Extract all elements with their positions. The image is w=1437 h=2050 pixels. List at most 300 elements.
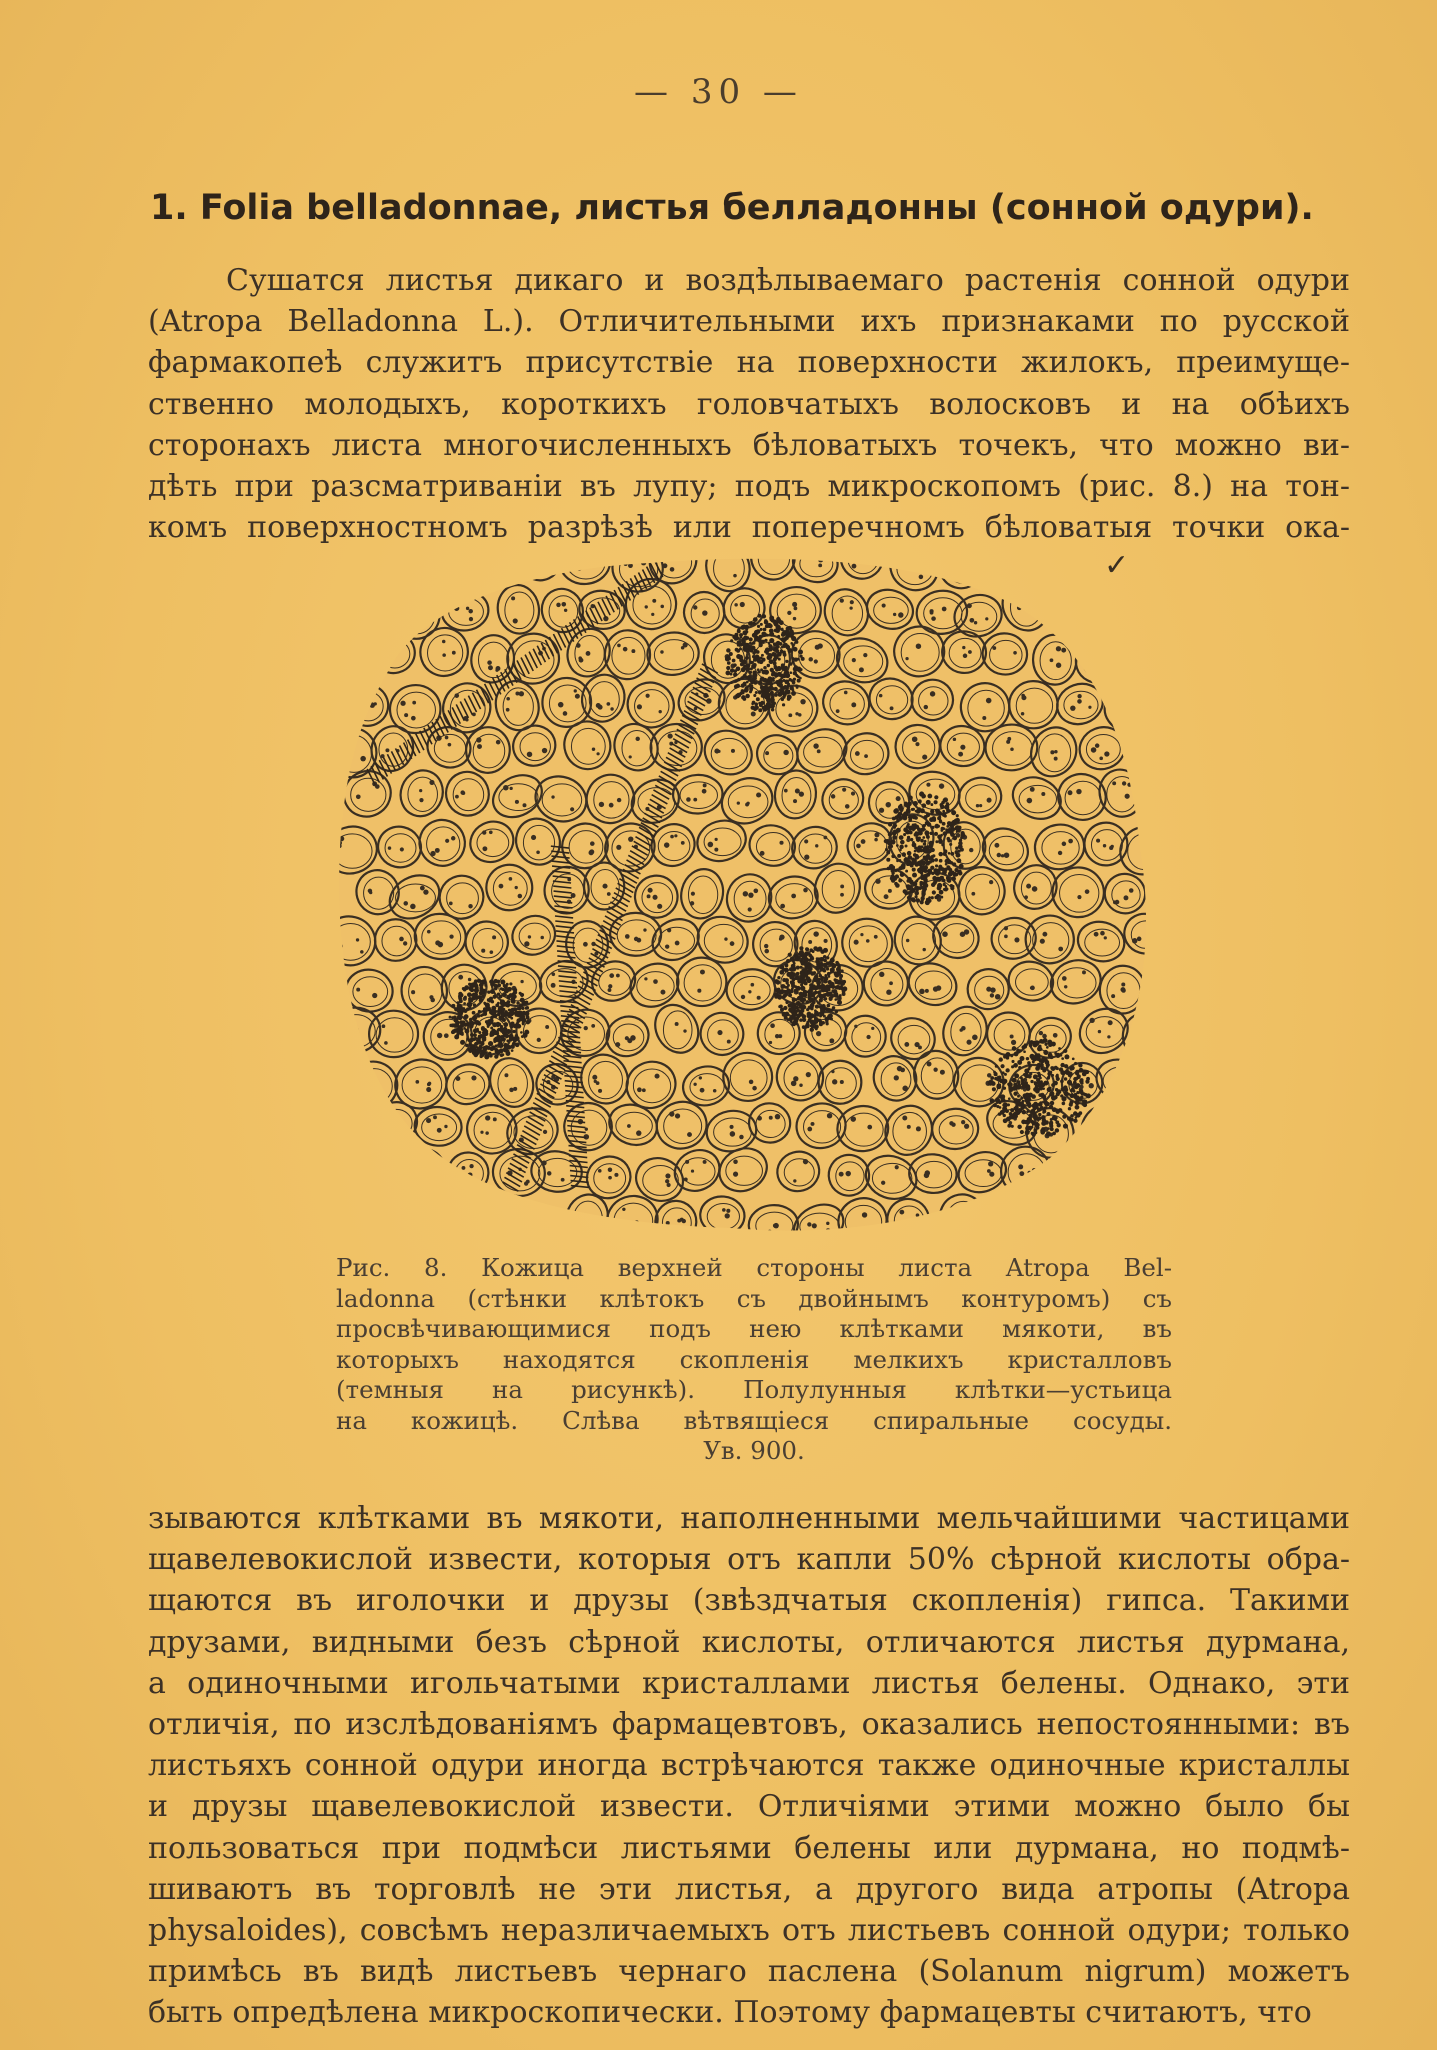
- cell-granule: [753, 888, 758, 893]
- cell-granule: [986, 698, 992, 704]
- crystal-cluster-dot: [796, 972, 800, 976]
- crystal-cluster-dot: [820, 977, 824, 981]
- cell-granule: [931, 616, 936, 621]
- crystal-cluster-dot: [922, 869, 925, 872]
- cell-granule: [737, 801, 740, 804]
- cell-granule: [1030, 986, 1033, 989]
- crystal-cluster-dot: [760, 668, 763, 671]
- crystal-cluster-dot: [908, 818, 912, 822]
- crystal-cluster-dot: [741, 689, 745, 693]
- crystal-cluster-dot: [462, 1007, 465, 1010]
- crystal-cluster-dot: [480, 988, 483, 991]
- cell-granule: [637, 1087, 642, 1092]
- crystal-cluster-dot: [943, 832, 946, 835]
- crystal-cluster-dot: [888, 832, 892, 836]
- crystal-cluster-dot: [500, 979, 505, 984]
- cell-granule: [552, 973, 556, 977]
- cell-granule: [769, 1041, 772, 1044]
- cell-granule: [1062, 842, 1067, 847]
- crystal-cluster-dot: [946, 825, 949, 828]
- cell-granule: [1042, 1034, 1047, 1039]
- crystal-cluster-dot: [505, 1011, 510, 1016]
- cell-inner-outline: [339, 641, 368, 676]
- cell-granule: [764, 949, 769, 954]
- crystal-cluster-dot: [493, 995, 496, 998]
- crystal-cluster-dot: [928, 860, 932, 864]
- cell-granule: [849, 606, 852, 609]
- crystal-cluster-dot: [941, 876, 944, 879]
- crystal-cluster-dot: [937, 886, 942, 891]
- crystal-cluster-dot: [494, 1048, 498, 1052]
- crystal-cluster-dot: [787, 683, 790, 686]
- cell-granule: [765, 751, 769, 755]
- cell-granule: [769, 1116, 773, 1120]
- crystal-cluster-dot: [930, 832, 933, 835]
- crystal-cluster-dot: [744, 665, 747, 668]
- cell-granule: [383, 653, 387, 657]
- crystal-cluster-dot: [470, 1021, 475, 1026]
- cell-granule: [419, 798, 423, 802]
- crystal-cluster-dot: [757, 668, 760, 671]
- crystal-cluster-dot: [1065, 1070, 1070, 1075]
- crystal-cluster-dot: [1008, 1082, 1013, 1087]
- cell-granule: [752, 1086, 757, 1091]
- crystal-cluster-dot: [761, 687, 766, 692]
- crystal-cluster-dot: [1013, 1114, 1018, 1119]
- crystal-cluster-dot: [769, 632, 774, 637]
- crystal-cluster-dot: [520, 1031, 523, 1034]
- crystal-cluster-dot: [753, 707, 757, 711]
- cell-granule: [1120, 1168, 1123, 1171]
- cell-granule: [625, 1036, 629, 1040]
- crystal-cluster-dot: [840, 981, 845, 986]
- cell-granule: [449, 1228, 454, 1233]
- cell-granule: [509, 1088, 513, 1092]
- crystal-cluster-dot: [934, 832, 938, 836]
- cell-granule: [1004, 852, 1010, 858]
- cell-granule: [807, 1222, 811, 1226]
- crystal-cluster-dot: [799, 966, 802, 969]
- crystal-cluster-dot: [777, 988, 781, 992]
- cell-granule: [907, 1125, 911, 1129]
- crystal-cluster-dot: [827, 988, 830, 991]
- cell-granule: [1085, 889, 1090, 894]
- cell-granule: [1167, 985, 1171, 989]
- crystal-cluster-dot: [990, 1076, 994, 1080]
- crystal-cluster-dot: [898, 879, 902, 883]
- crystal-cluster-dot: [525, 1011, 530, 1016]
- crystal-cluster-dot: [912, 843, 917, 848]
- crystal-cluster-dot: [834, 993, 839, 998]
- cell-granule: [577, 566, 581, 570]
- cell-granule: [1056, 646, 1061, 651]
- cell-granule: [748, 990, 751, 993]
- crystal-cluster-dot: [1007, 1124, 1011, 1128]
- crystal-cluster-dot: [789, 634, 792, 637]
- crystal-cluster-dot: [819, 962, 824, 967]
- crystal-cluster-dot: [959, 864, 964, 869]
- crystal-cluster-dot: [476, 1039, 479, 1042]
- cell-outline: [348, 1145, 409, 1206]
- cell-granule: [1176, 597, 1180, 602]
- crystal-cluster-dot: [741, 684, 745, 688]
- cell-granule: [675, 1113, 680, 1118]
- cell-granule: [444, 1125, 447, 1128]
- crystal-cluster-dot: [842, 992, 845, 995]
- cell-granule: [542, 748, 547, 753]
- crystal-cluster-dot: [940, 896, 943, 899]
- crystal-cluster-dot: [753, 618, 757, 622]
- cell-granule: [372, 993, 377, 998]
- crystal-cluster-dot: [1014, 1073, 1019, 1078]
- cell-granule: [394, 1117, 398, 1121]
- crystal-cluster-dot: [1005, 1052, 1010, 1057]
- crystal-cluster-dot: [502, 1030, 507, 1035]
- crystal-cluster-dot: [932, 854, 935, 857]
- cell-granule: [1063, 604, 1067, 608]
- crystal-cluster-dot: [782, 703, 785, 706]
- crystal-cluster-dot: [790, 642, 793, 645]
- crystal-cluster-dot: [811, 998, 814, 1001]
- crystal-cluster-dot: [794, 985, 797, 988]
- crystal-cluster-dot: [472, 1011, 476, 1015]
- cell-granule: [1173, 795, 1177, 799]
- cell-granule: [1068, 790, 1073, 795]
- cell-granule: [1092, 1136, 1097, 1141]
- crystal-cluster-dot: [1054, 1052, 1057, 1055]
- cell-granule: [374, 702, 377, 705]
- cell-granule: [462, 1166, 466, 1170]
- crystal-cluster-dot: [1072, 1057, 1075, 1060]
- crystal-cluster-dot: [449, 1016, 452, 1019]
- crystal-cluster-dot: [891, 874, 895, 878]
- cell-granule: [953, 738, 956, 741]
- crystal-cluster-dot: [924, 840, 927, 843]
- crystal-cluster-dot: [782, 968, 786, 972]
- cell-granule: [1104, 1220, 1108, 1224]
- cell-granule: [609, 973, 614, 978]
- cell-granule: [927, 1062, 932, 1067]
- cell-outline: [330, 1100, 375, 1159]
- crystal-cluster-dot: [913, 801, 918, 806]
- cell-granule: [584, 1026, 588, 1030]
- crystal-cluster-dot: [457, 1004, 462, 1009]
- cell-granule: [425, 616, 429, 620]
- crystal-cluster-dot: [781, 637, 786, 642]
- cell-granule: [955, 1210, 958, 1213]
- text-line: дѣть при разсматриваніи въ лупу; подъ микроскопомъ (рис. 8.) на тон-: [148, 468, 1350, 504]
- cell-outline: [363, 1195, 426, 1243]
- cell-granule: [1167, 691, 1171, 695]
- cell-inner-outline: [947, 1201, 980, 1234]
- cell-granule: [815, 645, 820, 650]
- crystal-cluster-dot: [480, 980, 483, 983]
- cell-granule: [622, 1208, 625, 1211]
- cell-granule: [492, 935, 496, 939]
- paragraph-1: [148, 260, 1350, 548]
- cell-granule: [348, 1129, 353, 1134]
- crystal-cluster-dot: [800, 986, 805, 991]
- cell-granule: [489, 830, 493, 834]
- cell-granule: [423, 889, 428, 894]
- cell-granule: [961, 1120, 965, 1124]
- cell-granule: [925, 989, 929, 993]
- crystal-cluster-dot: [933, 881, 937, 885]
- cell-granule: [912, 736, 918, 742]
- crystal-cluster-dot: [1038, 1113, 1041, 1116]
- crystal-cluster-dot: [994, 1072, 998, 1076]
- cell-granule: [886, 990, 891, 995]
- cell-granule: [963, 654, 968, 659]
- crystal-cluster-dot: [902, 852, 906, 856]
- crystal-cluster-dot: [747, 646, 752, 651]
- crystal-cluster-dot: [1027, 1061, 1031, 1065]
- cell-granule: [1054, 750, 1057, 753]
- crystal-cluster-dot: [1045, 1060, 1050, 1065]
- cell-granule: [1027, 798, 1033, 804]
- crystal-cluster-dot: [759, 643, 763, 647]
- text-line: physaloides), совсѣмъ неразличаемыхъ отъ листьевъ сонной одури; только: [148, 1912, 1350, 1948]
- cell-granule: [503, 785, 508, 790]
- caption-line: просвѣчивающимися подъ нею клѣтками мякоти, въ: [336, 1314, 1172, 1343]
- crystal-cluster-dot: [783, 667, 787, 671]
- cell-granule: [702, 789, 707, 794]
- cell-granule: [547, 1171, 551, 1175]
- cell-outline: [330, 628, 382, 689]
- cell-granule: [792, 602, 797, 607]
- crystal-cluster-dot: [817, 991, 821, 995]
- crystal-cluster-dot: [1046, 1046, 1049, 1049]
- cell-inner-outline: [1107, 1157, 1142, 1192]
- cell-granule: [393, 1229, 397, 1233]
- cell-granule: [583, 942, 588, 947]
- cell-granule: [1171, 1070, 1176, 1075]
- crystal-cluster-dot: [795, 976, 799, 980]
- crystal-cluster-dot: [934, 858, 938, 862]
- crystal-cluster-dot: [938, 852, 943, 857]
- crystal-cluster-dot: [906, 886, 911, 891]
- crystal-cluster-dot: [810, 1025, 813, 1028]
- text-line: отличія, по изслѣдованіямъ фармацевтовъ, оказались непостоянными: въ: [148, 1706, 1350, 1742]
- cell-granule: [840, 1080, 844, 1084]
- cell-granule: [471, 1075, 476, 1080]
- crystal-cluster-dot: [824, 1017, 829, 1022]
- crystal-cluster-dot: [934, 896, 938, 900]
- crystal-cluster-dot: [1000, 1064, 1004, 1068]
- crystal-cluster-dot: [946, 878, 950, 882]
- crystal-cluster-dot: [476, 1028, 479, 1031]
- crystal-cluster-dot: [995, 1097, 998, 1100]
- cell-granule: [780, 904, 785, 909]
- crystal-cluster-dot: [750, 661, 753, 664]
- crystal-cluster-dot: [793, 671, 797, 675]
- cell-granule: [400, 701, 405, 706]
- crystal-cluster-dot: [1047, 1072, 1051, 1076]
- cell-granule: [504, 1073, 508, 1077]
- cell-granule: [629, 755, 632, 758]
- cell-granule: [616, 845, 621, 850]
- cell-granule: [1064, 985, 1067, 988]
- cell-granule: [783, 750, 788, 755]
- crystal-cluster-dot: [836, 967, 841, 972]
- crystal-cluster-dot: [474, 993, 477, 996]
- crystal-cluster-dot: [1060, 1079, 1064, 1083]
- crystal-cluster-dot: [1055, 1128, 1059, 1132]
- crystal-cluster-dot: [470, 988, 474, 992]
- cell-granule: [665, 1173, 670, 1178]
- cell-granule: [823, 836, 827, 840]
- crystal-cluster-dot: [1029, 1040, 1034, 1045]
- crystal-cluster-dot: [489, 1010, 494, 1015]
- cell-granule: [551, 795, 554, 798]
- cell-granule: [956, 1212, 961, 1217]
- cell-granule: [556, 603, 560, 607]
- cell-granule: [1097, 1131, 1101, 1135]
- cell-granule: [526, 1222, 530, 1226]
- cell-granule: [922, 755, 927, 760]
- cell-granule: [372, 1087, 376, 1091]
- figure-caption: [336, 1253, 1172, 1467]
- crystal-cluster-dot: [823, 955, 827, 959]
- crystal-cluster-dot: [519, 1003, 523, 1007]
- cell-inner-outline: [469, 1207, 507, 1239]
- crystal-cluster-dot: [509, 982, 512, 985]
- crystal-cluster-dot: [814, 974, 818, 978]
- crystal-cluster-dot: [804, 1025, 808, 1029]
- crystal-cluster-dot: [474, 1037, 477, 1040]
- cell-granule: [1121, 988, 1125, 992]
- crystal-cluster-dot: [1043, 1097, 1046, 1100]
- crystal-cluster-dot: [895, 809, 898, 812]
- cell-granule: [919, 575, 924, 580]
- crystal-cluster-dot: [1002, 1079, 1007, 1084]
- cell-granule: [727, 1040, 731, 1044]
- caption-line: на кожицѣ. Слѣва вѣтвящіеся спиральные сосуды.: [336, 1405, 1172, 1435]
- crystal-cluster-dot: [826, 967, 829, 970]
- cell-granule: [1169, 1078, 1174, 1083]
- crystal-cluster-dot: [777, 976, 780, 979]
- cell-granule: [733, 1172, 738, 1177]
- crystal-cluster-dot: [935, 864, 938, 867]
- crystal-cluster-dot: [783, 994, 787, 998]
- crystal-cluster-dot: [931, 812, 934, 815]
- text-line: и друзы щавелевокислой извести. Отличіями этими можно было бы: [148, 1789, 1350, 1825]
- cell-inner-outline: [1112, 695, 1147, 727]
- cell-granule: [369, 1168, 375, 1174]
- cell-granule: [856, 844, 861, 849]
- crystal-cluster-dot: [465, 1029, 470, 1034]
- crystal-cluster-dot: [1038, 1093, 1042, 1097]
- crystal-cluster-dot: [1046, 1131, 1051, 1136]
- crystal-cluster-dot: [1073, 1081, 1076, 1084]
- crystal-cluster-dot: [804, 962, 808, 966]
- cell-granule: [916, 1126, 921, 1131]
- crystal-cluster-dot: [934, 795, 938, 799]
- cell-granule: [1050, 1215, 1055, 1220]
- cell-granule: [808, 657, 812, 661]
- cell-granule: [874, 838, 878, 842]
- crystal-cluster-dot: [799, 668, 802, 671]
- crystal-cluster-dot: [745, 688, 749, 692]
- crystal-cluster-dot: [774, 694, 777, 697]
- cell-granule: [860, 933, 863, 936]
- crystal-cluster-dot: [794, 954, 798, 958]
- crystal-cluster-dot: [952, 885, 955, 888]
- cell-granule: [383, 561, 388, 566]
- cell-granule: [854, 1025, 857, 1028]
- text-line: сторонахъ листа многочисленныхъ бѣловатыхъ точекъ, что можно ви-: [148, 427, 1350, 463]
- cell-granule: [513, 618, 518, 623]
- crystal-cluster-dot: [770, 668, 774, 672]
- crystal-cluster-dot: [827, 1004, 831, 1008]
- crystal-cluster-dot: [1035, 1040, 1040, 1045]
- crystal-cluster-dot: [1068, 1107, 1071, 1110]
- crystal-cluster-dot: [1078, 1063, 1082, 1067]
- crystal-cluster-dot: [1019, 1056, 1024, 1061]
- crystal-cluster-dot: [729, 652, 733, 656]
- crystal-cluster-dot: [830, 1008, 833, 1011]
- text-line: щавелевокислой извести, которыя отъ капли 50% сѣрной кислоты обра-: [148, 1542, 1350, 1578]
- crystal-cluster-dot: [994, 1077, 997, 1080]
- crystal-cluster-dot: [483, 1010, 486, 1013]
- crystal-cluster-dot: [823, 1015, 826, 1018]
- cell-granule: [1098, 1030, 1101, 1033]
- cell-granule: [700, 1088, 705, 1093]
- cell-granule: [814, 659, 818, 663]
- cell-granule: [866, 1035, 870, 1039]
- cell-granule: [461, 791, 465, 795]
- cell-granule: [874, 935, 878, 939]
- cell-granule: [910, 565, 915, 570]
- cell-granule: [875, 879, 880, 884]
- cell-granule: [976, 804, 979, 807]
- cell-outline: [1124, 724, 1176, 770]
- crystal-cluster-dot: [823, 969, 827, 973]
- cell-granule: [784, 789, 788, 793]
- crystal-cluster-dot: [896, 819, 899, 822]
- crystal-cluster-dot: [912, 814, 916, 818]
- cell-granule: [964, 1124, 969, 1129]
- cell-granule: [347, 1211, 351, 1215]
- cell-granule: [867, 1125, 872, 1130]
- crystal-cluster-dot: [836, 962, 840, 966]
- crystal-cluster-dot: [1038, 1045, 1041, 1048]
- cell-granule: [895, 1165, 899, 1169]
- crystal-cluster-dot: [824, 965, 827, 968]
- cell-inner-outline: [331, 1206, 369, 1237]
- cell-inner-outline: [479, 549, 511, 576]
- crystal-cluster-dot: [794, 1021, 798, 1025]
- crystal-cluster-dot: [1050, 1101, 1055, 1106]
- crystal-cluster-dot: [1012, 1046, 1017, 1051]
- crystal-cluster-dot: [888, 822, 893, 827]
- crystal-cluster-dot: [458, 996, 462, 1000]
- crystal-cluster-dot: [959, 839, 962, 842]
- cell-granule: [666, 1221, 670, 1225]
- cell-granule: [739, 1135, 743, 1139]
- crystal-cluster-dot: [929, 817, 934, 822]
- cell-granule: [677, 1219, 681, 1223]
- text-line: фармакопеѣ служитъ присутствіе на поверхности жилокъ, преимуще-: [148, 345, 1350, 381]
- cell-granule: [1149, 857, 1153, 861]
- cell-granule: [598, 1089, 602, 1093]
- cell-granule: [540, 936, 544, 940]
- crystal-cluster-dot: [1051, 1096, 1056, 1101]
- crystal-cluster-dot: [777, 635, 780, 638]
- crystal-cluster-dot: [500, 987, 503, 990]
- crystal-cluster-dot: [1017, 1095, 1020, 1098]
- cell-granule: [924, 1173, 929, 1178]
